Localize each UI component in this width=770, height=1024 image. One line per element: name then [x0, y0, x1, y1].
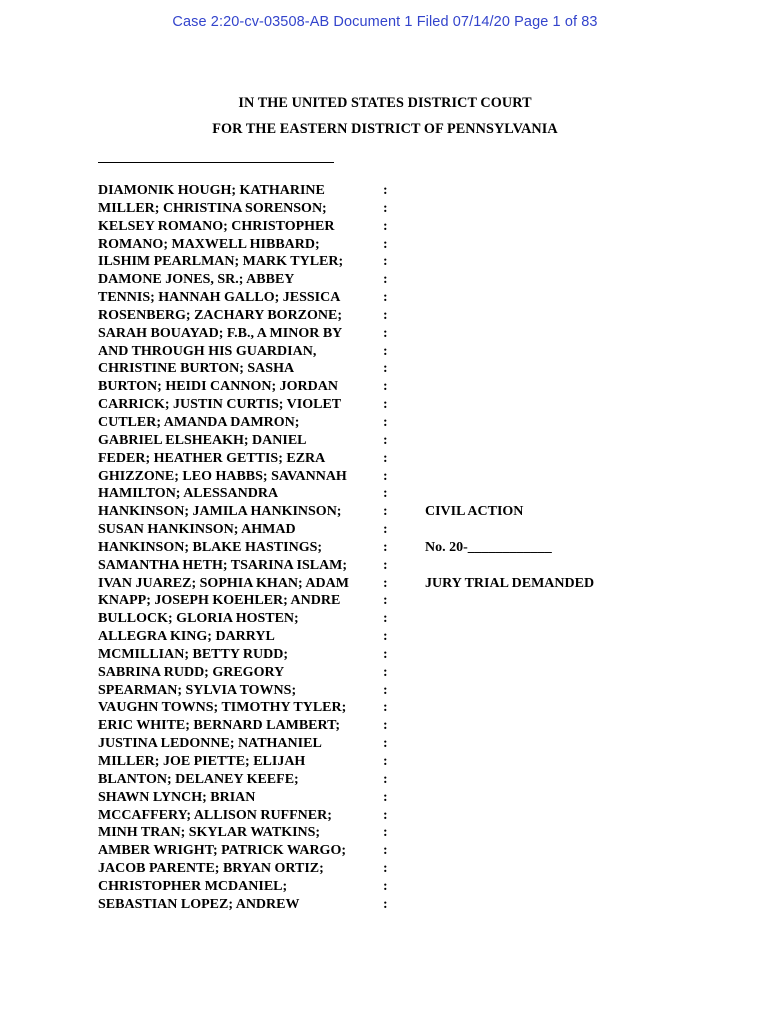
caption-line: SHAWN LYNCH; BRIAN — [98, 789, 256, 805]
caption-line: JACOB PARENTE; BRYAN ORTIZ; — [98, 861, 324, 877]
caption-line: DAMONE JONES, SR.; ABBEY — [98, 272, 295, 288]
caption-colon: : — [383, 450, 388, 466]
caption-colon: : — [383, 307, 388, 323]
caption-colon: : — [383, 325, 388, 341]
caption-colon: : — [383, 825, 388, 841]
caption-colon: : — [383, 771, 388, 787]
caption-colon: : — [383, 807, 388, 823]
caption-colon: : — [383, 397, 388, 413]
caption-colon: : — [383, 290, 388, 306]
caption-line: SARAH BOUAYAD; F.B., A MINOR BY — [98, 325, 343, 341]
caption-line: BURTON; HEIDI CANNON; JORDAN — [98, 379, 338, 395]
caption-line: MILLER; JOE PIETTE; ELIJAH — [98, 754, 306, 769]
caption-line: BLANTON; DELANEY KEEFE; — [98, 771, 299, 787]
caption-colon: : — [383, 789, 388, 805]
caption-line: KNAPP; JOSEPH KOEHLER; ANDRE — [98, 593, 341, 609]
caption-colon: : — [383, 361, 388, 377]
caption-colon: : — [383, 236, 388, 252]
caption-colon: : — [383, 843, 388, 859]
caption-colon: : — [383, 522, 388, 538]
case-header-stamp: Case 2:20-cv-03508-AB Document 1 Filed 07/14/20 Page 1 of 83 — [172, 14, 598, 30]
caption-colon: : — [383, 718, 388, 734]
caption-line: GHIZZONE; LEO HABBS; SAVANNAH — [98, 468, 347, 484]
caption-line: MILLER; CHRISTINA SORENSON; — [98, 200, 327, 216]
caption-line: CHRISTOPHER MCDANIEL; — [98, 878, 288, 894]
caption-colon: : — [383, 468, 388, 484]
caption-line: ROMANO; MAXWELL HIBBARD; — [98, 236, 320, 252]
caption-line: HANKINSON; BLAKE HASTINGS; — [98, 539, 323, 555]
caption-line: GABRIEL ELSHEAKH; DANIEL — [98, 432, 307, 448]
caption-line: HAMILTON; ALESSANDRA — [98, 486, 279, 502]
caption-colon: : — [383, 539, 388, 555]
caption-colon: : — [383, 343, 388, 359]
caption-line: BULLOCK; GLORIA HOSTEN; — [98, 611, 299, 627]
caption-colon: : — [383, 414, 388, 430]
caption-colon: : — [383, 504, 388, 520]
caption-colon: : — [383, 557, 388, 573]
caption-colon: : — [383, 878, 388, 894]
caption-line: SEBASTIAN LOPEZ; ANDREW — [98, 896, 300, 912]
caption-line: DIAMONIK HOUGH; KATHARINE — [98, 183, 325, 198]
court-title-line-1: IN THE UNITED STATES DISTRICT COURT — [238, 95, 532, 111]
caption-line: CHRISTINE BURTON; SASHA — [98, 361, 295, 377]
case-number: No. 20-____________ — [425, 540, 552, 555]
caption-line: ILSHIM PEARLMAN; MARK TYLER; — [98, 254, 344, 270]
caption-colon: : — [383, 646, 388, 662]
caption-colon: : — [383, 486, 388, 502]
caption-colon: : — [383, 254, 388, 270]
caption-line: CUTLER; AMANDA DAMRON; — [98, 414, 300, 430]
caption-colon: : — [383, 432, 388, 448]
caption-colon: : — [383, 575, 388, 591]
caption-colon: : — [383, 629, 388, 645]
caption-colon: : — [383, 200, 388, 216]
caption-line: MINH TRAN; SKYLAR WATKINS; — [98, 825, 321, 841]
caption-rule — [98, 162, 334, 163]
caption-line: KELSEY ROMANO; CHRISTOPHER — [98, 218, 335, 234]
caption-colon: : — [383, 379, 388, 395]
caption-colon: : — [383, 896, 388, 912]
caption-line: HANKINSON; JAMILA HANKINSON; — [98, 504, 342, 520]
caption-line: SABRINA RUDD; GREGORY — [98, 664, 285, 680]
caption-colon: : — [383, 183, 388, 198]
jury-trial-demanded: JURY TRIAL DEMANDED — [425, 576, 595, 591]
caption-colon-column — [383, 182, 388, 914]
caption-colon: : — [383, 754, 388, 769]
caption-colon: : — [383, 700, 388, 716]
caption-line: ALLEGRA KING; DARRYL — [98, 629, 275, 645]
caption-colon: : — [383, 611, 388, 627]
caption-line: CARRICK; JUSTIN CURTIS; VIOLET — [98, 397, 342, 413]
caption-line: VAUGHN TOWNS; TIMOTHY TYLER; — [98, 700, 347, 716]
caption-line: SUSAN HANKINSON; AHMAD — [98, 522, 296, 538]
caption-colon: : — [383, 736, 388, 752]
caption-line: MCCAFFERY; ALLISON RUFFNER; — [98, 807, 332, 823]
caption-line: TENNIS; HANNAH GALLO; JESSICA — [98, 290, 341, 306]
caption-line: IVAN JUAREZ; SOPHIA KHAN; ADAM — [98, 575, 349, 591]
caption-line: SAMANTHA HETH; TSARINA ISLAM; — [98, 557, 348, 573]
court-title-line-2: FOR THE EASTERN DISTRICT OF PENNSYLVANIA — [212, 121, 558, 137]
caption-line: FEDER; HEATHER GETTIS; EZRA — [98, 450, 326, 466]
caption-line: ROSENBERG; ZACHARY BORZONE; — [98, 307, 343, 323]
caption-line: AND THROUGH HIS GUARDIAN, — [98, 343, 317, 359]
caption-colon: : — [383, 682, 388, 698]
caption-colon: : — [383, 861, 388, 877]
caption-line: ERIC WHITE; BERNARD LAMBERT; — [98, 718, 341, 734]
caption-colon: : — [383, 593, 388, 609]
caption-colon: : — [383, 272, 388, 288]
caption-line: MCMILLIAN; BETTY RUDD; — [98, 646, 289, 662]
caption-colon: : — [383, 218, 388, 234]
civil-action-label: CIVIL ACTION — [425, 504, 524, 519]
caption-line: SPEARMAN; SYLVIA TOWNS; — [98, 682, 297, 698]
party-caption — [98, 182, 349, 914]
caption-colon: : — [383, 664, 388, 680]
caption-line: JUSTINA LEDONNE; NATHANIEL — [98, 736, 322, 752]
caption-line: AMBER WRIGHT; PATRICK WARGO; — [98, 843, 346, 859]
